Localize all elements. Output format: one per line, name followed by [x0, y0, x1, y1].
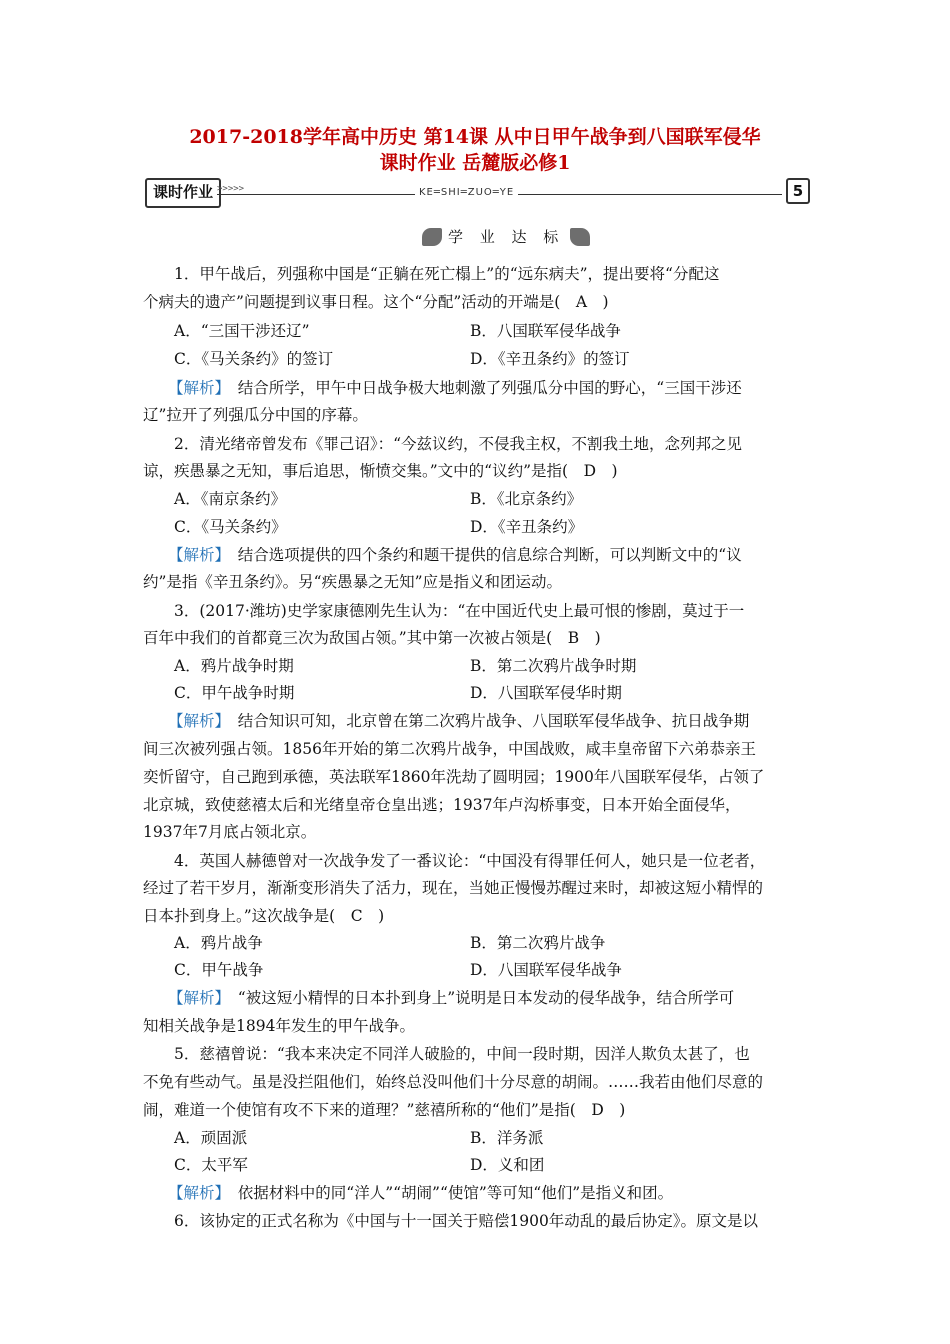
banner-pinyin: KE═SHI═ZUO═YE: [415, 187, 518, 198]
analysis-tag: 【解析】: [168, 379, 223, 397]
body-text-line: 辽”拉开了列强瓜分中国的序幕。: [143, 406, 368, 424]
analysis-line: [168, 378, 742, 398]
body-text-line: 5．慈禧曾说：“我本来决定不同洋人破脸的，中间一段时期，因洋人欺负太甚了，也: [174, 1045, 750, 1063]
banner-label: 课时作业: [145, 178, 221, 208]
banner-number: 5: [786, 178, 810, 204]
close-quote-icon: [570, 228, 590, 246]
body-text-line: 经过了若干岁月，渐渐变形消失了活力，现在，当她正慢慢苏醒过来时，却被这短小精悍的: [143, 879, 764, 897]
analysis-text: 结合选项提供的四个条约和题干提供的信息综合判断，可以判断文中的“议: [222, 546, 742, 564]
body-text-line: 1937年7月底占领北京。: [143, 823, 317, 841]
option-text: C．甲午战争: [174, 961, 264, 979]
open-quote-icon: [422, 228, 442, 246]
analysis-line: [168, 1183, 673, 1203]
analysis-line: [168, 711, 749, 731]
body-text-line: 3．(2017·潍坊)史学家康德刚先生认为：“在中国近代史上最可恨的惨剧，莫过于一: [174, 602, 745, 620]
body-text-line: 百年中我们的首都竟三次为敌国占领。”其中第一次被占领是( B ): [143, 629, 601, 647]
body-text-line: 6．该协定的正式名称为《中国与十一国关于赔偿1900年动乱的最后协定》。原文是以: [174, 1212, 759, 1230]
analysis-line: [168, 545, 742, 565]
body-text-line: 日本扑到身上。”这次战争是( C ): [143, 907, 385, 925]
option-text: D．义和团: [470, 1156, 545, 1174]
option-text: C．甲午战争时期: [174, 684, 295, 702]
body-text-line: 奕忻留守，自己跑到承德，英法联军1860年洗劫了圆明园；1900年八国联军侵华，占领了: [143, 768, 765, 786]
analysis-tag: 【解析】: [168, 989, 223, 1007]
option-text: A．鸦片战争: [174, 934, 263, 952]
analysis-line: [168, 988, 734, 1008]
analysis-text: “被这短小精悍的日本扑到身上”说明是日本发动的侵华战争，结合所学可: [222, 989, 735, 1007]
analysis-text: 结合知识可知，北京曾在第二次鸦片战争、八国联军侵华战争、抗日战争期: [222, 712, 750, 730]
option-text: A．顽固派: [174, 1129, 248, 1147]
analysis-text: 依据材料中的同“洋人”“胡闹”“使馆”等可知“他们”是指义和团。: [222, 1184, 674, 1202]
body-text-line: 间三次被列强占领。1856年开始的第二次鸦片战争，中国战败，咸丰皇帝留下六弟恭亲王: [143, 740, 756, 758]
homework-banner: [145, 178, 810, 206]
body-text-line: 1．甲午战后，列强称中国是“正躺在死亡榻上”的“远东病夫”，提出要将“分配这: [174, 265, 720, 283]
option-text: D．《辛丑条约》的签订: [470, 350, 630, 368]
document-title-line1: 2017-2018学年高中历史 第14课 从中日甲午战争到八国联军侵华: [189, 126, 761, 148]
body-text-line: 不免有些动气。虽是没拦阻他们，始终总没叫他们十分尽意的胡闹。……我若由他们尽意的: [143, 1073, 764, 1091]
body-text-line: 2．清光绪帝曾发布《罪己诏》：“今兹议约，不侵我主权，不割我土地，念列邦之见: [174, 435, 743, 453]
option-text: A．《南京条约》: [174, 490, 286, 508]
document-title-line2: 课时作业 岳麓版必修1: [379, 152, 571, 174]
option-text: B．洋务派: [470, 1129, 544, 1147]
option-text: B．第二次鸦片战争: [470, 934, 606, 952]
option-text: C．《马关条约》的签订: [174, 350, 334, 368]
body-text-line: 知相关战争是1894年发生的甲午战争。: [143, 1017, 415, 1035]
option-text: C．《马关条约》: [174, 518, 287, 536]
option-text: D．八国联军侵华战争: [470, 961, 622, 979]
option-text: D．八国联军侵华时期: [470, 684, 622, 702]
section-title: 学 业 达 标: [448, 228, 565, 246]
option-text: B．八国联军侵华战争: [470, 322, 621, 340]
option-text: C．太平军: [174, 1156, 248, 1174]
body-text-line: 闹，难道一个使馆有攻不下来的道理？”慈禧所称的“他们”是指( D ): [143, 1101, 626, 1119]
option-text: B．《北京条约》: [470, 490, 583, 508]
option-text: A．鸦片战争时期: [174, 657, 294, 675]
body-text-line: 北京城，致使慈禧太后和光绪皇帝仓皇出逃；1937年卢沟桥事变，日本开始全面侵华，: [143, 796, 741, 814]
option-text: A．“三国干涉还辽”: [174, 322, 310, 340]
body-text-line: 4．英国人赫德曾对一次战争发了一番议论：“中国没有得罪任何人，她只是一位老者，: [174, 852, 766, 870]
analysis-tag: 【解析】: [168, 1184, 223, 1202]
body-text-line: 约”是指《辛丑条约》。另“疾愚暴之无知”应是指义和团运动。: [143, 573, 563, 591]
analysis-tag: 【解析】: [168, 546, 223, 564]
banner-arrows: >>>>>: [217, 184, 245, 194]
body-text-line: 谅，疾愚暴之无知，事后追思，惭愤交集。”文中的“议约”是指( D ): [143, 462, 618, 480]
body-text-line: 个病夫的遗产”问题提到议事日程。这个“分配”活动的开端是( A ): [143, 293, 609, 311]
option-text: B．第二次鸦片战争时期: [470, 657, 637, 675]
option-text: D．《辛丑条约》: [470, 518, 584, 536]
section-header: [422, 226, 590, 250]
analysis-text: 结合所学，甲午中日战争极大地刺激了列强瓜分中国的野心，“三国干涉还: [222, 379, 742, 397]
analysis-tag: 【解析】: [168, 712, 223, 730]
